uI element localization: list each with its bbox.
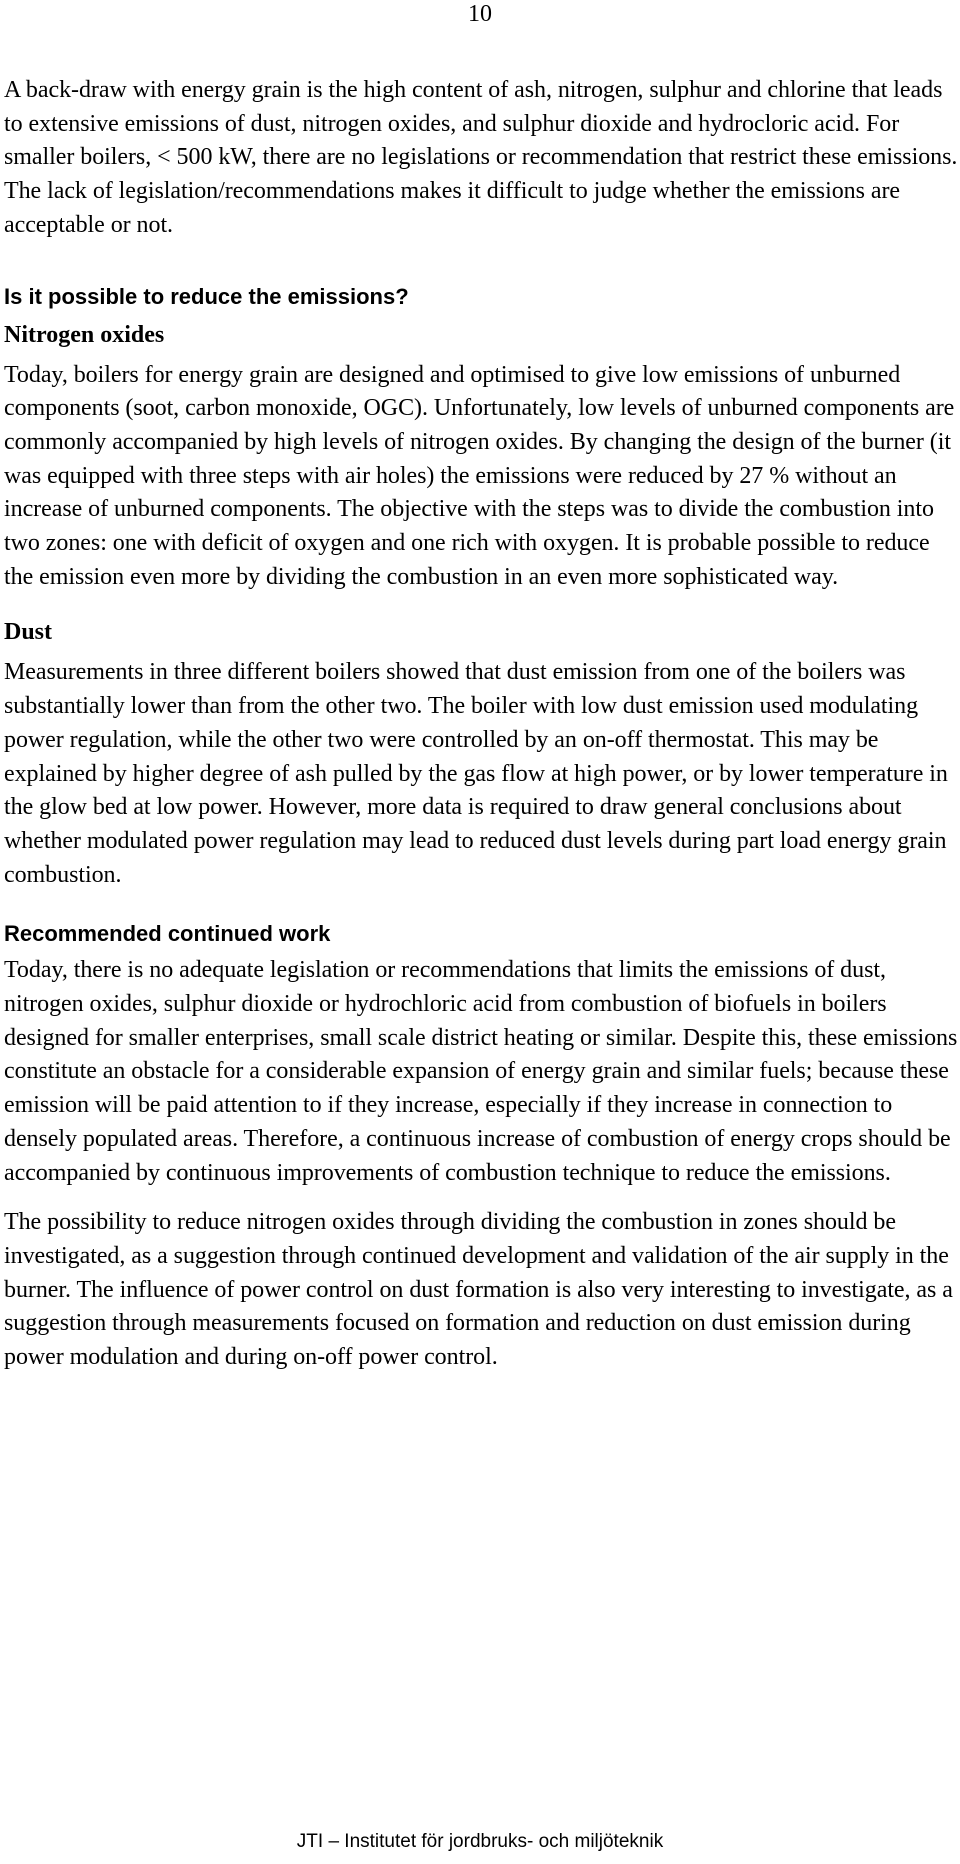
dust-paragraph: Measurements in three different boilers showed that dust emission from one of the boilers was substantially lower than from the other two. The boiler with low dust emission used modulating power regulation, while the other two were controlled by an on-off thermostat. This may be explained by higher degree of ash pulled by the gas flow at high power, or by lower temperature in the glow bed at low power. However, more data is required to draw general conclusions about whether modulated power regulation may lead to reduced dust levels during part load energy grain combustion. <box>4 659 948 888</box>
document-body <box>4 74 959 1375</box>
recommended-paragraph-2: The possibility to reduce nitrogen oxides through dividing the combustion in zones should be investigated, as a suggestion through continued development and validation of the air supply in the burner. The influence of power control on dust formation is also very interesting to investigate, as a suggestion through measurements focused on formation and reduction on dust emission during power modulation and during on-off power control. <box>4 1209 953 1371</box>
page-footer: JTI – Institutet för jordbruks- och miljöteknik <box>296 1831 664 1852</box>
recommended-work-heading: Recommended continued work <box>4 921 331 947</box>
nitrogen-oxides-paragraph: Today, boilers for energy grain are designed and optimised to give low emissions of unburned components (soot, carbon monoxide, OGC). Unfortunately, low levels of unburned components are commonly accompanied by high levels of nitrogen oxides. By changing the design of the burner (it was equipped with three steps with air holes) the emissions were reduced by 27 % without an increase of unburned components. The objective with the steps was to divide the combustion into two zones: one with deficit of oxygen and one rich with oxygen. It is probable possible to reduce the emission even more by dividing the combustion in an even more sophisticated way. <box>4 361 955 590</box>
reduce-emissions-heading: Is it possible to reduce the emissions? <box>4 283 409 309</box>
intro-paragraph: A back-draw with energy grain is the high content of ash, nitrogen, sulphur and chlorine that leads to extensive emissions of dust, nitrogen oxides, and sulphur dioxide and hydrocloric acid. For smaller boilers, < 500 kW, there are no legislations or recommendation that restrict these emissions. The lack of legislation/recommendations makes it difficult to judge whether the emissions are acceptable or not. <box>4 77 958 238</box>
dust-heading: Dust <box>4 619 53 646</box>
nitrogen-oxides-heading: Nitrogen oxides <box>4 321 165 348</box>
page-number: 10 <box>468 1 492 27</box>
recommended-paragraph-1: Today, there is no adequate legislation or recommendations that limits the emissions of dust, nitrogen oxides, sulphur dioxide or hydrochloric acid from combustion of biofuels in boilers designed for smaller enterprises, small scale district heating or similar. Despite this, these emissions constitute an obstacle for a considerable expansion of energy grain and similar fuels; because these emission will be paid attention to if they increase, especially if they increase in connection to densely populated areas. Therefore, a continuous increase of combustion of energy crops should be accompanied by continuous improvements of combustion technique to reduce the emissions. <box>4 957 958 1186</box>
